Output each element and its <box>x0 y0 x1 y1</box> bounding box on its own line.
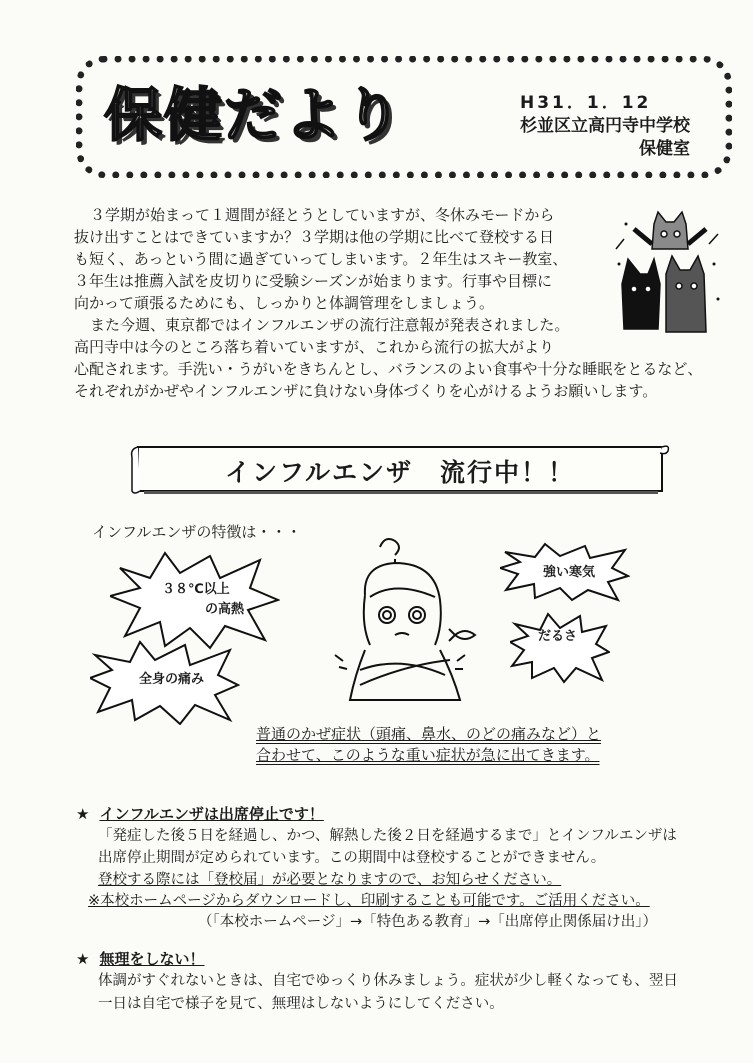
intro-line-3: も短く、あっという間に過ぎていってしまいます。２年生はスキー教室、 <box>74 250 568 268</box>
no-overdo-heading-text: 無理をしない！ <box>99 950 205 968</box>
attendance-line-2: 出席停止期間が定められています。この期間中は登校することができません。 <box>98 850 606 866</box>
feature-note-line-2: 合わせて、このような重い症状が急に出てきます。 <box>256 746 600 764</box>
intro-line-9: それぞれがかぜやインフルエンザに負けない身体づくりを心がけるようお願いします。 <box>74 382 658 400</box>
fever-label-line-2: の高熱 <box>205 602 245 617</box>
banner-title: インフルエンザ 流行中！！ <box>224 458 575 487</box>
attendance-line-3: 登校する際には「登校届」が必要となりますので、お知らせください。 <box>98 872 562 888</box>
intro-line-7: 高円寺中は今のところ落ち着いていますが、これから流行の拡大がより <box>74 338 555 356</box>
star-icon: ★ <box>76 805 90 823</box>
attendance-heading-text: インフルエンザは出席停止です！ <box>99 805 324 823</box>
no-overdo-line-1: 体調がすぐれないときは、自宅でゆっくり休みましょう。症状が少し軽くなっても、翌日 <box>98 973 678 989</box>
intro-line-6: また今週、東京都ではインフルエンザの流行注意報が発表されました。 <box>90 316 570 334</box>
chills-label: 強い寒気 <box>543 565 596 580</box>
features-heading: インフルエンザの特徴は・・・ <box>92 523 302 541</box>
issue-date: H31．1．12 <box>520 93 652 113</box>
intro-line-2: 抜け出すことはできていますか？３学期は他の学期に比べて登校する日 <box>74 228 555 246</box>
fever-burst <box>110 548 280 653</box>
intro-line-5: 向かって頑張るためにも、しっかりと体調管理をしましょう。 <box>74 294 495 312</box>
intro-line-8: 心配されます。手洗い・うがいをきちんとし、バランスのよい食事や十分な睡眠をとるなど、 <box>74 360 703 378</box>
body-pain-label: 全身の痛み <box>139 672 205 687</box>
intro-line-4: ３年生は推薦入試を皮切りに受験シーズンが始まります。行事や目標に <box>74 272 553 290</box>
fatigue-burst <box>510 612 610 684</box>
intro-line-1: ３学期が始まって１週間が経とうとしていますが、冬休みモードから <box>90 206 555 224</box>
no-overdo-line-2: 一日は自宅で様子を見て、無理はしないようにしてください。 <box>98 996 504 1012</box>
school-name: 杉並区立高円寺中学校 <box>520 116 690 136</box>
star-icon: ★ <box>76 950 90 968</box>
fever-label-line-1: ３８℃以上 <box>162 582 230 597</box>
sick-girl-illustration <box>325 535 485 705</box>
fatigue-label: だるさ <box>538 629 578 644</box>
no-overdo-heading <box>76 948 204 969</box>
attendance-line-5: （「本校ホームページ」→「特色ある教育」→「出席停止関係届け出」） <box>198 914 658 930</box>
attendance-line-1: 「発症した後５日を経過し、かつ、解熱した後２日を経過するまで」とインフルエンザは <box>98 828 677 844</box>
header-info <box>500 92 690 161</box>
attendance-line-4: ※本校ホームページからダウンロードし、印刷することも可能です。ご活用ください。 <box>88 893 650 909</box>
newsletter-title: 保健だより <box>104 81 405 149</box>
attendance-heading <box>76 803 324 824</box>
mascot-illustration <box>614 204 724 339</box>
feature-note-line-1: 普通のかぜ症状（頭痛、鼻水、のどの痛みなど）と <box>256 725 602 743</box>
office-name: 保健室 <box>639 139 690 159</box>
